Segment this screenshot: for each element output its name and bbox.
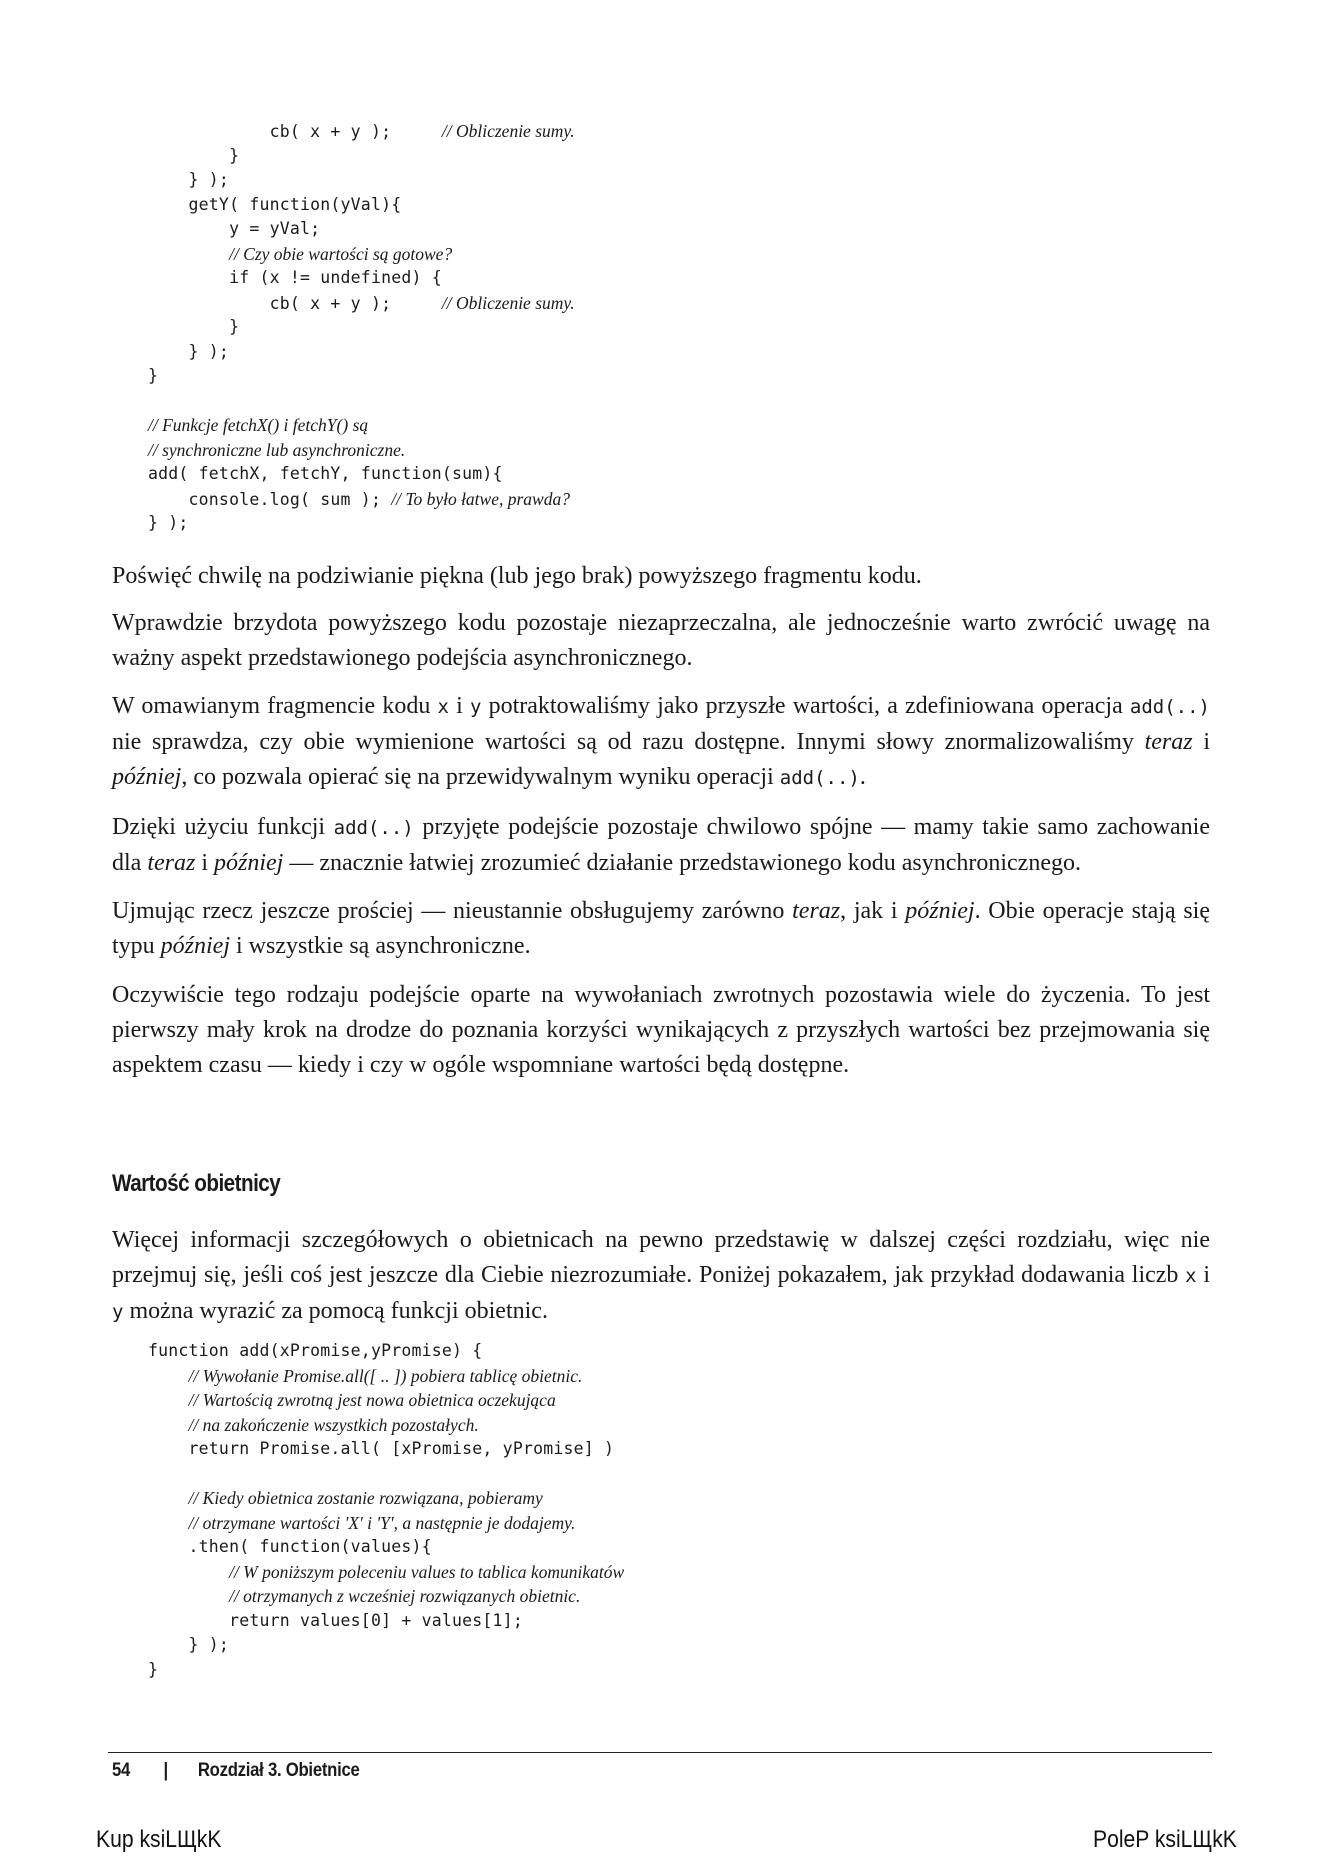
code-comment: // To było łatwe, prawda? (391, 488, 570, 509)
body-text-main (112, 559, 1210, 1083)
code-text (148, 1489, 189, 1508)
code-text: function add(xPromise,yPromise) { (148, 1341, 483, 1360)
text-run: i (1196, 1262, 1211, 1288)
code-comment: // Czy obie wartości są gotowe? (229, 243, 453, 264)
code-text: cb( x + y ); (148, 122, 442, 141)
paragraph (112, 606, 1210, 676)
code-line (148, 413, 575, 438)
page-number: 54 (112, 1760, 131, 1781)
text-run: Oczywiście tego rodzaju podejście oparte na wywołaniach zwrotnych pozostawia wiele do życzenia. To jest pierwszy mały krok na drodze do poznania korzyści wynikających z przyszłych wartości bez przejmowania się aspektem czasu — kiedy i czy w ogóle wspomniane wartości będą dostępne. (112, 982, 1210, 1078)
code-comment: // Obliczenie sumy. (441, 121, 575, 141)
code-text: add( fetchX, fetchY, function(sum){ (148, 464, 503, 483)
section-heading: Wartość obietnicy (112, 1170, 281, 1197)
text-run: nie sprawdza, czy obie wymienione wartości są od razu dostępne. Innymi słowy znormalizowaliśmy (112, 729, 1145, 755)
code-text: } (148, 145, 240, 165)
code-text: } (148, 317, 240, 336)
code-comment: // otrzymanych z wcześniej rozwiązanych obietnic. (229, 1586, 581, 1606)
emphasis: teraz (147, 850, 196, 876)
code-comment: // Obliczenie sumy. (441, 292, 575, 313)
paragraph (112, 894, 1210, 964)
code-comment: // na zakończenie wszystkich pozostałych. (188, 1414, 479, 1435)
text-run: Więcej informacji szczegółowych o obietnicach na pewno przedstawię w dalszej części rozdziału, więc nie przejmuj się, jeśli coś jest jeszcze dla Ciebie niezrozumiałe. Poniżej pokazałem, jak przykład dodawania liczb (112, 1227, 1210, 1288)
code-block-callbacks (148, 119, 575, 536)
code-line (148, 1388, 624, 1413)
text-run: przyjęte podejście pozostaje chwilowo spójne — mamy takie samo zachowanie dla (112, 814, 1210, 876)
emphasis: teraz (792, 898, 841, 924)
code-text: } (148, 1659, 159, 1679)
code-text: return values[0] + values[1]; (148, 1610, 523, 1630)
code-line (148, 1560, 624, 1585)
text-run: i (1192, 729, 1211, 755)
inline-code: y (112, 1301, 124, 1323)
code-text: getY( function(yVal){ (148, 194, 402, 214)
code-line (148, 340, 575, 365)
inline-code: add(..) (333, 817, 414, 839)
footer-rule (108, 1752, 1212, 1753)
text-run: . (859, 764, 866, 790)
code-text (148, 1563, 229, 1582)
code-text: .then( function(values){ (148, 1537, 432, 1556)
text-run: Dzięki użyciu funkcji (112, 814, 334, 840)
code-block-promises (148, 1339, 624, 1682)
code-comment: // synchroniczne lub asynchroniczne. (148, 439, 406, 460)
text-run: można wyrazić za pomocą funkcji obietnic. (123, 1298, 548, 1324)
code-comment: // Wartością zwrotną jest nowa obietnica oczekująca (188, 1390, 556, 1410)
code-line (148, 389, 575, 414)
code-line (148, 462, 575, 487)
code-text: } ); (148, 513, 189, 532)
recommend-book-link[interactable]: PoleP ksiLЩkK (1093, 1826, 1237, 1853)
code-text (148, 1416, 189, 1435)
code-text: } ); (148, 341, 230, 361)
code-line (148, 1364, 624, 1389)
code-text (148, 1367, 189, 1386)
code-line (148, 1658, 624, 1683)
inline-code: add(..) (779, 767, 860, 789)
inline-code: x (437, 696, 449, 718)
buy-book-link[interactable]: Kup ksiLЩkK (96, 1826, 222, 1853)
code-line (148, 315, 575, 340)
page-footer (112, 1760, 360, 1782)
code-comment: // Wywołanie Promise.all([ .. ]) pobiera tablicę obietnic. (188, 1365, 583, 1386)
emphasis: później (905, 898, 975, 924)
code-line (148, 168, 575, 193)
code-comment: // otrzymane wartości 'X' i 'Y', a następnie je dodajemy. (188, 1512, 576, 1533)
code-line (148, 1584, 624, 1609)
text-run: W omawianym fragmencie kodu (112, 693, 438, 719)
text-run: — znacznie łatwiej zrozumieć działanie przedstawionego kodu asynchronicznego. (283, 850, 1081, 876)
text-run: Ujmując rzecz jeszcze prościej — nieustannie obsługujemy zarówno (112, 898, 793, 924)
code-line (148, 1511, 624, 1536)
code-line (148, 1633, 624, 1658)
code-text: console.log( sum ); (148, 489, 392, 509)
emphasis: później (112, 764, 182, 790)
text-run: i (195, 850, 214, 876)
code-text (148, 1391, 189, 1410)
emphasis: teraz (1144, 729, 1193, 755)
text-run: i wszystkie są asynchroniczne. (230, 933, 531, 959)
text-run: i (448, 693, 470, 719)
text-run: , co pozwala opierać się na przewidywalnym wyniku operacji (181, 764, 780, 790)
code-line (148, 487, 575, 512)
paragraph (112, 559, 1210, 594)
code-text (148, 245, 229, 264)
chapter-title: Rozdział 3. Obietnice (197, 1760, 360, 1781)
emphasis: później (214, 850, 284, 876)
code-text: if (x != undefined) { (148, 268, 442, 287)
inline-code: x (1185, 1265, 1197, 1287)
code-line (148, 364, 575, 389)
code-line (148, 242, 575, 267)
paragraph (112, 1223, 1210, 1330)
body-text-after-heading (112, 1223, 1210, 1330)
code-line (148, 1339, 624, 1364)
code-line (148, 266, 575, 291)
code-line (148, 1535, 624, 1560)
paragraph (112, 689, 1210, 796)
text-run: Poświęć chwilę na podziwianie piękna (lub jego brak) powyższego fragmentu kodu. (112, 563, 922, 589)
code-text (148, 1587, 229, 1606)
emphasis: później (160, 933, 230, 959)
inline-code: y (469, 696, 482, 718)
code-text: y = yVal; (148, 219, 321, 238)
paragraph (112, 810, 1210, 881)
code-comment: // Kiedy obietnica zostanie rozwiązana, pobieramy (188, 1488, 543, 1508)
code-text (148, 1514, 189, 1533)
code-line (148, 144, 575, 169)
code-line (148, 438, 575, 463)
code-line (148, 511, 575, 536)
code-comment: // W poniższym poleceniu values to tablica komunikatów (229, 1561, 625, 1582)
code-text: } (148, 366, 159, 385)
text-run: potraktowaliśmy jako przyszłe wartości, a zdefiniowana operacja (481, 693, 1130, 719)
code-line (148, 1462, 624, 1487)
code-line (148, 1486, 624, 1511)
code-text: return Promise.all( [xPromise, yPromise] ) (148, 1439, 615, 1458)
code-line (148, 193, 575, 218)
inline-code: add(..) (1129, 696, 1210, 718)
code-text: } ); (148, 170, 230, 189)
code-line (148, 1413, 624, 1438)
code-text: } ); (148, 1635, 230, 1654)
footer-separator: | (163, 1760, 168, 1781)
code-line (148, 1609, 624, 1634)
code-line (148, 1437, 624, 1462)
code-line (148, 217, 575, 242)
paragraph (112, 978, 1210, 1083)
code-line (148, 119, 575, 144)
code-text: cb( x + y ); (148, 293, 442, 313)
text-run: . Obie operacje stają się typu (112, 898, 1211, 959)
text-run: , jak i (840, 898, 906, 924)
text-run: Wprawdzie brzydota powyższego kodu pozostaje niezaprzeczalna, ale jednocześnie warto zwrócić uwagę na ważny aspekt przedstawionego podejścia asynchronicznego. (112, 610, 1210, 671)
code-comment: // Funkcje fetchX() i fetchY() są (148, 415, 369, 435)
code-line (148, 291, 575, 316)
